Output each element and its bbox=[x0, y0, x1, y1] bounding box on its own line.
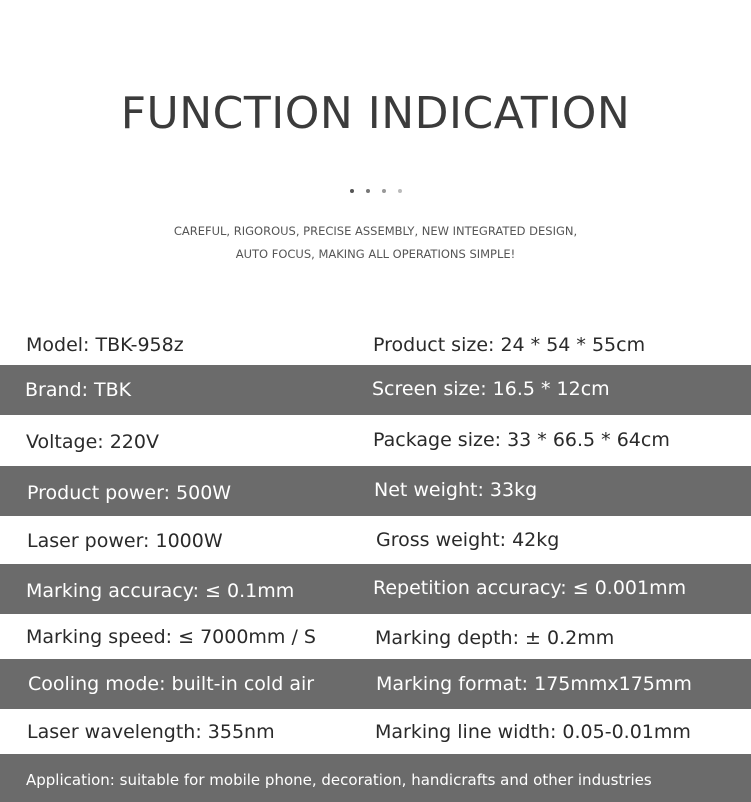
spec-left: Product power: 500W bbox=[27, 482, 232, 504]
spec-left: Model: TBK-958z bbox=[26, 334, 184, 356]
spec-left: Laser wavelength: 355nm bbox=[27, 721, 275, 743]
spec-right: Net weight: 33kg bbox=[374, 479, 538, 501]
spec-left: Brand: TBK bbox=[25, 379, 132, 401]
spec-right: Marking line width: 0.05-0.01mm bbox=[375, 721, 691, 743]
spec-right: Marking format: 175mmx175mm bbox=[376, 673, 692, 695]
spec-left: Voltage: 220V bbox=[26, 431, 159, 453]
application-row bbox=[0, 754, 751, 802]
spec-right: Repetition accuracy: ≤ 0.001mm bbox=[373, 577, 687, 599]
spec-left: Cooling mode: built-in cold air bbox=[28, 673, 315, 695]
spec-row bbox=[0, 515, 751, 565]
spec-left: Marking accuracy: ≤ 0.1mm bbox=[26, 580, 295, 602]
spec-row bbox=[0, 415, 751, 465]
spec-row bbox=[0, 564, 751, 614]
spec-row bbox=[0, 612, 751, 662]
page-title: FUNCTION INDICATION bbox=[120, 88, 631, 139]
spec-left: Marking speed: ≤ 7000mm / S bbox=[26, 626, 316, 648]
spec-right: Screen size: 16.5 * 12cm bbox=[372, 378, 610, 400]
dot-1 bbox=[350, 189, 354, 193]
spec-right: Package size: 33 * 66.5 * 64cm bbox=[373, 429, 670, 451]
spec-right: Product size: 24 * 54 * 55cm bbox=[373, 334, 646, 356]
spec-row bbox=[0, 466, 751, 516]
spec-row bbox=[0, 659, 751, 709]
dot-4 bbox=[398, 189, 402, 193]
subtitle-line-1: CAREFUL, RIGOROUS, PRECISE ASSEMBLY, NEW INTEGRATED DESIGN, bbox=[173, 224, 578, 238]
decorative-dots bbox=[0, 189, 751, 193]
application-text: Application: suitable for mobile phone, decoration, handicrafts and other industries bbox=[26, 771, 652, 789]
spec-right: Marking depth: ± 0.2mm bbox=[375, 627, 615, 649]
spec-right: Gross weight: 42kg bbox=[376, 529, 560, 551]
spec-row bbox=[0, 320, 751, 370]
spec-left: Laser power: 1000W bbox=[27, 530, 223, 552]
dot-3 bbox=[382, 189, 386, 193]
subtitle-line-2: AUTO FOCUS, MAKING ALL OPERATIONS SIMPLE! bbox=[235, 247, 516, 261]
spec-row bbox=[0, 707, 751, 757]
spec-row bbox=[0, 365, 751, 415]
dot-2 bbox=[366, 189, 370, 193]
